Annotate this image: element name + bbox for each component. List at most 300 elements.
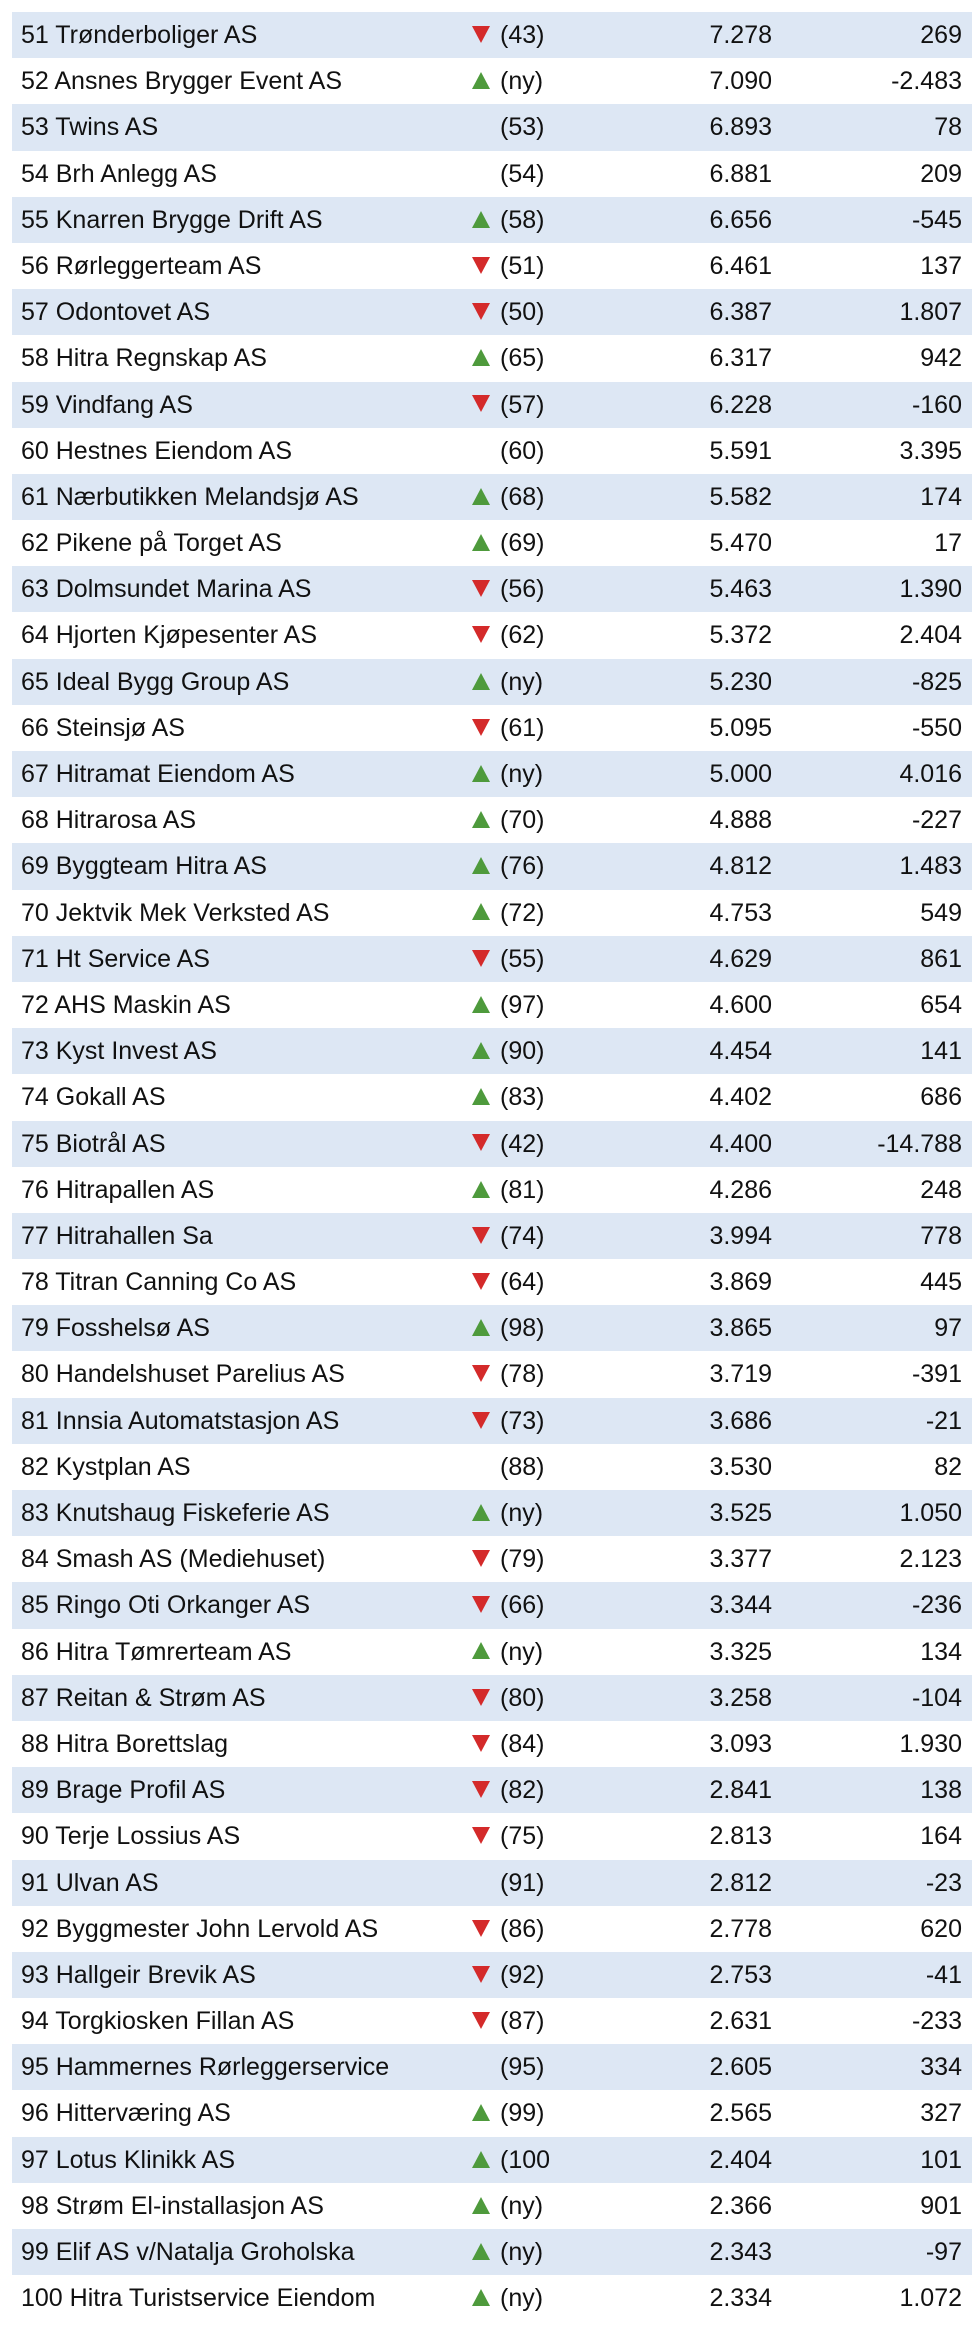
previous-rank: (79) [500,1545,545,1574]
company-name: 58 Hitra Regnskap AS [21,344,267,373]
triangle-down-icon [472,1398,498,1444]
revenue-value: 4.753 [709,898,772,927]
company-name: 57 Odontovet AS [21,298,211,327]
revenue-value: 2.565 [709,2099,772,2128]
previous-rank: (91) [500,1868,545,1897]
result-value: 861 [920,944,962,973]
result-value: 269 [920,21,962,49]
result-value: 1.050 [899,1499,962,1527]
previous-rank: (65) [500,344,545,373]
revenue-value: 2.334 [709,2284,772,2313]
triangle-down-icon [472,1952,498,1998]
company-name: 85 Ringo Oti Orkanger AS [21,1591,311,1620]
table-row [12,2275,972,2321]
previous-rank: (60) [500,436,545,465]
revenue-value: 2.366 [709,2191,772,2220]
previous-rank: (100 [500,2145,551,2174]
table-row [12,705,972,751]
result-value: -41 [925,1960,962,1989]
no-change-icon [472,151,498,197]
result-value: 334 [920,2053,962,2082]
previous-rank: (68) [500,482,545,511]
table-row [12,151,972,197]
table-row [12,289,972,335]
company-name: 95 Hammernes Rørleggerservice [21,2053,390,2082]
table-row [12,1998,972,2044]
result-value: -2.483 [891,67,962,96]
triangle-up-icon [472,1167,498,1213]
result-value: -14.788 [877,1129,962,1158]
triangle-up-icon [472,1028,498,1074]
revenue-value: 7.090 [709,67,772,96]
result-value: -97 [925,2238,962,2266]
previous-rank: (74) [500,1221,545,1250]
previous-rank: (ny) [500,67,544,96]
previous-rank: (83) [500,1083,545,1112]
table-row [12,936,972,982]
revenue-value: 2.753 [709,1960,772,1989]
revenue-value: 5.230 [709,667,772,696]
result-value: 137 [920,251,962,280]
previous-rank: (50) [500,298,545,327]
company-name: 94 Torgkiosken Fillan AS [21,2007,295,2036]
result-value: 138 [920,1776,962,1805]
revenue-value: 4.402 [709,1083,772,1112]
triangle-down-icon [472,1582,498,1628]
previous-rank: (62) [500,621,545,650]
revenue-value: 2.841 [709,1776,772,1805]
company-name: 62 Pikene på Torget AS [21,529,282,558]
previous-rank: (58) [500,205,545,234]
company-name: 73 Kyst Invest AS [21,1037,217,1066]
previous-rank: (64) [500,1268,545,1297]
previous-rank: (70) [500,806,545,835]
triangle-down-icon [472,612,498,658]
no-change-icon [472,2044,498,2090]
previous-rank: (80) [500,1683,545,1712]
previous-rank: (ny) [500,2191,544,2220]
triangle-up-icon [472,1305,498,1351]
company-name: 52 Ansnes Brygger Event AS [21,67,343,96]
previous-rank: (ny) [500,1637,544,1666]
revenue-value: 6.387 [709,298,772,327]
table-row [12,843,972,889]
table-row [12,1813,972,1859]
company-name: 88 Hitra Borettslag [21,1729,229,1758]
revenue-value: 6.228 [709,390,772,419]
triangle-up-icon [472,1074,498,1120]
revenue-value: 5.372 [709,621,772,650]
no-change-icon [472,1860,498,1906]
table-row [12,1305,972,1351]
revenue-value: 5.591 [709,436,772,465]
result-value: 942 [920,344,962,373]
table-row [12,428,972,474]
table-row [12,566,972,612]
table-row [12,1074,972,1120]
triangle-down-icon [472,1906,498,1952]
previous-rank: (81) [500,1175,545,1204]
table-row [12,2183,972,2229]
previous-rank: (69) [500,529,545,558]
revenue-value: 2.605 [709,2053,772,2082]
company-name: 97 Lotus Klinikk AS [21,2145,236,2174]
result-value: 620 [920,1914,962,1943]
revenue-value: 2.631 [709,2007,772,2036]
company-name: 68 Hitrarosa AS [21,806,197,835]
revenue-value: 3.344 [709,1591,772,1620]
result-value: -21 [925,1406,962,1435]
result-value: 97 [934,1314,962,1343]
triangle-down-icon [472,289,498,335]
company-name: 82 Kystplan AS [21,1452,191,1481]
result-value: 248 [920,1175,962,1204]
triangle-up-icon [472,659,498,705]
table-row [12,1351,972,1397]
company-name: 65 Ideal Bygg Group AS [21,667,290,696]
triangle-up-icon [472,2229,498,2275]
previous-rank: (51) [500,251,545,280]
previous-rank: (87) [500,2007,545,2036]
revenue-value: 3.865 [709,1314,772,1343]
previous-rank: (ny) [500,667,544,696]
revenue-value: 6.881 [709,159,772,188]
company-name: 56 Rørleggerteam AS [21,251,262,280]
triangle-up-icon [472,2137,498,2183]
table-row [12,890,972,936]
company-name: 84 Smash AS (Mediehuset) [21,1545,326,1574]
previous-rank: (42) [500,1129,545,1158]
table-row [12,1167,972,1213]
result-value: -227 [911,806,962,835]
table-row [12,197,972,243]
table-row [12,1259,972,1305]
revenue-value: 4.812 [709,852,772,881]
revenue-value: 4.600 [709,990,772,1019]
result-value: 4.016 [899,760,962,788]
company-name: 90 Terje Lossius AS [21,1822,241,1851]
revenue-value: 2.404 [709,2145,772,2174]
previous-rank: (73) [500,1406,545,1435]
result-value: -233 [911,2007,962,2036]
revenue-value: 4.454 [709,1037,772,1066]
company-name: 60 Hestnes Eiendom AS [21,436,292,465]
triangle-down-icon [472,1767,498,1813]
company-name: 64 Hjorten Kjøpesenter AS [21,621,317,650]
result-value: 1.930 [899,1729,962,1758]
result-value: -104 [911,1683,962,1712]
previous-rank: (ny) [500,1499,544,1527]
revenue-value: 3.686 [709,1406,772,1435]
result-value: 1.072 [899,2284,962,2313]
previous-rank: (53) [500,113,545,142]
company-name: 79 Fosshelsø AS [21,1314,210,1343]
table-row [12,1582,972,1628]
result-value: 2.123 [899,1545,962,1574]
triangle-up-icon [472,2183,498,2229]
revenue-value: 3.530 [709,1452,772,1481]
table-row [12,335,972,381]
triangle-up-icon [472,890,498,936]
company-name: 81 Innsia Automatstasjon AS [21,1406,340,1435]
company-name: 93 Hallgeir Brevik AS [21,1960,256,1989]
company-name: 70 Jektvik Mek Verksted AS [21,898,330,927]
revenue-value: 2.812 [709,1868,772,1897]
company-name: 96 Hitterværing AS [21,2099,231,2128]
company-name: 89 Brage Profil AS [21,1776,226,1805]
table-row [12,1213,972,1259]
previous-rank: (ny) [500,2238,544,2266]
revenue-value: 5.000 [709,760,772,788]
revenue-value: 3.869 [709,1268,772,1297]
triangle-up-icon [472,982,498,1028]
triangle-up-icon [472,797,498,843]
result-value: 1.807 [899,298,962,327]
table-row [12,1398,972,1444]
company-name: 98 Strøm El-installasjon AS [21,2191,324,2220]
revenue-value: 3.377 [709,1545,772,1574]
company-name: 55 Knarren Brygge Drift AS [21,205,323,234]
result-value: 78 [934,113,962,142]
revenue-value: 6.893 [709,113,772,142]
triangle-up-icon [472,751,498,797]
triangle-down-icon [472,1675,498,1721]
company-name: 78 Titran Canning Co AS [21,1268,297,1297]
table-row [12,1906,972,1952]
company-name: 77 Hitrahallen Sa [21,1221,213,1250]
table-row [12,2137,972,2183]
revenue-value: 3.525 [709,1499,772,1527]
company-name: 86 Hitra Tømrerteam AS [21,1637,292,1666]
table-row [12,1121,972,1167]
previous-rank: (97) [500,990,545,1019]
triangle-down-icon [472,1721,498,1767]
result-value: -391 [911,1360,962,1389]
result-value: 101 [920,2145,962,2174]
triangle-down-icon [472,1213,498,1259]
triangle-up-icon [472,58,498,104]
table-row [12,1028,972,1074]
company-name: 83 Knutshaug Fiskeferie AS [21,1499,330,1527]
company-name: 53 Twins AS [21,113,159,142]
previous-rank: (88) [500,1452,545,1481]
company-name: 99 Elif AS v/Natalja Groholska [21,2238,355,2266]
revenue-value: 4.400 [709,1129,772,1158]
previous-rank: (57) [500,390,545,419]
previous-rank: (54) [500,159,545,188]
table-row [12,982,972,1028]
revenue-value: 5.582 [709,482,772,511]
revenue-value: 3.325 [709,1637,772,1666]
previous-rank: (90) [500,1037,545,1066]
company-name: 87 Reitan & Strøm AS [21,1683,266,1712]
company-name: 69 Byggteam Hitra AS [21,852,267,881]
company-name: 74 Gokall AS [21,1083,166,1112]
result-value: -545 [911,205,962,234]
table-row [12,659,972,705]
company-name: 80 Handelshuset Parelius AS [21,1360,345,1389]
table-row [12,797,972,843]
previous-rank: (98) [500,1314,545,1343]
company-name: 61 Nærbutikken Melandsjø AS [21,482,359,511]
triangle-down-icon [472,382,498,428]
ranking-table [12,12,972,2321]
table-row [12,1767,972,1813]
triangle-down-icon [472,566,498,612]
company-name: 54 Brh Anlegg AS [21,159,217,188]
revenue-value: 7.278 [709,21,772,49]
triangle-down-icon [472,243,498,289]
result-value: 17 [934,529,962,558]
table-row [12,1675,972,1721]
result-value: 1.483 [899,852,962,881]
result-value: -236 [911,1591,962,1620]
result-value: 82 [934,1452,962,1481]
result-value: 549 [920,898,962,927]
triangle-down-icon [472,705,498,751]
previous-rank: (56) [500,575,545,604]
revenue-value: 4.286 [709,1175,772,1204]
table-row [12,2229,972,2275]
previous-rank: (66) [500,1591,545,1620]
revenue-value: 5.463 [709,575,772,604]
previous-rank: (43) [500,21,545,49]
result-value: 901 [920,2191,962,2220]
table-row [12,1952,972,1998]
revenue-value: 6.656 [709,205,772,234]
result-value: -550 [911,713,962,742]
result-value: 445 [920,1268,962,1297]
triangle-up-icon [472,2090,498,2136]
company-name: 71 Ht Service AS [21,944,210,973]
result-value: -23 [925,1868,962,1897]
table-row [12,2044,972,2090]
triangle-down-icon [472,936,498,982]
table-row [12,58,972,104]
previous-rank: (84) [500,1729,545,1758]
table-row [12,1629,972,1675]
triangle-down-icon [472,1536,498,1582]
company-name: 63 Dolmsundet Marina AS [21,575,312,604]
previous-rank: (ny) [500,760,544,788]
previous-rank: (86) [500,1914,545,1943]
table-row [12,1721,972,1767]
triangle-up-icon [472,2275,498,2321]
revenue-value: 6.317 [709,344,772,373]
revenue-value: 3.093 [709,1729,772,1758]
previous-rank: (ny) [500,2284,544,2313]
revenue-value: 4.888 [709,806,772,835]
previous-rank: (92) [500,1960,545,1989]
previous-rank: (76) [500,852,545,881]
triangle-up-icon [472,1490,498,1536]
previous-rank: (99) [500,2099,545,2128]
previous-rank: (82) [500,1776,545,1805]
revenue-value: 6.461 [709,251,772,280]
result-value: 174 [920,482,962,511]
table-row [12,382,972,428]
result-value: 164 [920,1822,962,1851]
result-value: 654 [920,990,962,1019]
previous-rank: (61) [500,713,545,742]
result-value: 2.404 [899,621,962,650]
table-row [12,1860,972,1906]
no-change-icon [472,428,498,474]
company-name: 66 Steinsjø AS [21,713,185,742]
table-row [12,1536,972,1582]
revenue-value: 3.994 [709,1221,772,1250]
revenue-value: 4.629 [709,944,772,973]
result-value: 134 [920,1637,962,1666]
revenue-value: 2.813 [709,1822,772,1851]
triangle-down-icon [472,1998,498,2044]
result-value: 327 [920,2099,962,2128]
triangle-down-icon [472,1813,498,1859]
table-row [12,612,972,658]
triangle-down-icon [472,12,498,58]
company-name: 72 AHS Maskin AS [21,990,231,1019]
revenue-value: 2.343 [709,2238,772,2266]
result-value: 1.390 [899,575,962,604]
table-row [12,474,972,520]
result-value: 778 [920,1221,962,1250]
company-name: 92 Byggmester John Lervold AS [21,1914,379,1943]
result-value: 3.395 [899,436,962,465]
table-row [12,12,972,58]
company-name: 67 Hitramat Eiendom AS [21,760,295,788]
revenue-value: 2.778 [709,1914,772,1943]
result-value: 686 [920,1083,962,1112]
previous-rank: (78) [500,1360,545,1389]
company-name: 76 Hitrapallen AS [21,1175,215,1204]
result-value: -160 [911,390,962,419]
company-name: 59 Vindfang AS [21,390,193,419]
revenue-value: 3.258 [709,1683,772,1712]
revenue-value: 5.470 [709,529,772,558]
triangle-up-icon [472,520,498,566]
previous-rank: (55) [500,944,545,973]
triangle-down-icon [472,1351,498,1397]
triangle-up-icon [472,843,498,889]
revenue-value: 3.719 [709,1360,772,1389]
revenue-value: 5.095 [709,713,772,742]
previous-rank: (72) [500,898,545,927]
result-value: -825 [911,667,962,696]
no-change-icon [472,1444,498,1490]
previous-rank: (75) [500,1822,545,1851]
previous-rank: (95) [500,2053,545,2082]
company-name: 100 Hitra Turistservice Eiendom [21,2284,376,2313]
table-row [12,1444,972,1490]
no-change-icon [472,104,498,150]
triangle-down-icon [472,1121,498,1167]
triangle-down-icon [472,1259,498,1305]
table-row [12,243,972,289]
triangle-up-icon [472,1629,498,1675]
company-name: 91 Ulvan AS [21,1868,159,1897]
result-value: 141 [920,1037,962,1066]
triangle-up-icon [472,474,498,520]
company-name: 51 Trønderboliger AS [21,21,258,49]
table-row [12,751,972,797]
triangle-up-icon [472,335,498,381]
result-value: 209 [920,159,962,188]
company-name: 75 Biotrål AS [21,1129,166,1158]
triangle-up-icon [472,197,498,243]
table-row [12,104,972,150]
table-row [12,520,972,566]
table-row [12,2090,972,2136]
